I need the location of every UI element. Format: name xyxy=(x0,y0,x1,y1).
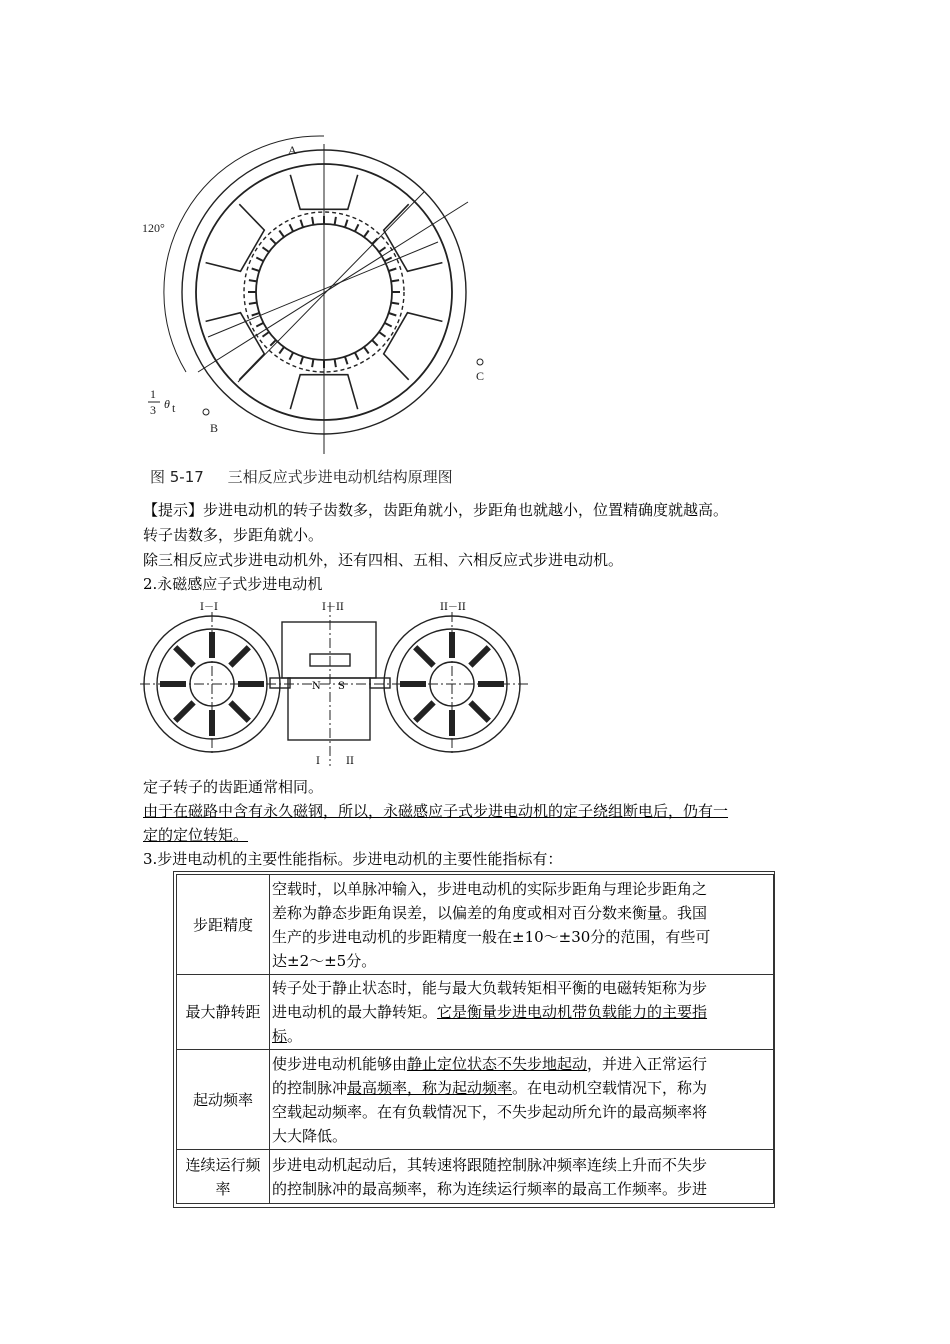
table-row xyxy=(177,975,774,1050)
value-line xyxy=(272,1052,771,1076)
stator-pole xyxy=(415,702,433,720)
value-line: 空载起动频率。在有负载情况下，不失步起动所允许的最高频率将 xyxy=(272,1102,708,1121)
rotor-tooth xyxy=(364,231,369,238)
value-text: 。在电动机空载情况下，称为 xyxy=(512,1078,708,1097)
rotor-tooth xyxy=(312,217,313,225)
row-value xyxy=(270,1050,774,1150)
rotor-tooth xyxy=(270,238,276,244)
value-line: 的控制脉冲的最高频率，称为连续运行频率的最高工作频率。步进 xyxy=(272,1179,708,1198)
value-text: 使步进电动机能够由 xyxy=(272,1054,408,1073)
row-value xyxy=(270,875,774,975)
value-line: 大大降低。 xyxy=(272,1126,348,1145)
value-text-underlined: 标 xyxy=(272,1027,288,1045)
rotor-tooth xyxy=(345,357,348,365)
table-row xyxy=(177,1150,774,1204)
label-a: A xyxy=(288,143,297,157)
rotor-tooth xyxy=(379,332,386,337)
hint-paragraph: 【提示】步进电动机的转子齿数多，齿距角就小，步距角也就越小，位置精确度就越高。 xyxy=(143,501,729,519)
value-line: 生产的步进电动机的步距精度一般在±10～±30分的范围，有些可 xyxy=(272,927,711,946)
rotor-tooth xyxy=(355,224,359,231)
rotor-tooth xyxy=(312,359,313,367)
value-text-underlined: 它是衡量步进电动机带负载能力的主要指 xyxy=(437,1003,708,1021)
stator-pole xyxy=(175,702,193,720)
rotor-tooth xyxy=(249,280,257,281)
rotor-tooth xyxy=(372,238,378,244)
rotor-tooth xyxy=(301,357,304,365)
row-key: 最大静转距 xyxy=(177,975,270,1050)
theta-numerator: 1 xyxy=(150,387,156,401)
row-value xyxy=(270,975,774,1050)
rotor-tooth xyxy=(335,217,336,225)
pole-s-label: S xyxy=(338,681,345,692)
rotor-tooth xyxy=(391,303,399,304)
value-text: ，并进入正常运行 xyxy=(587,1054,708,1073)
section-2-heading: 2.永磁感应子式步进电动机 xyxy=(143,575,323,593)
same-pitch-paragraph: 定子转子的齿距通常相同。 xyxy=(143,778,324,796)
theta-denominator: 3 xyxy=(150,403,156,417)
table-row xyxy=(177,1050,774,1150)
label-angle: 120° xyxy=(142,221,165,235)
value-line xyxy=(272,1024,771,1048)
figure-drawing xyxy=(164,136,468,454)
stator-pole xyxy=(206,313,265,380)
row-key xyxy=(177,1150,270,1204)
rotor-tooth xyxy=(290,353,294,360)
caption-text: 三相反应式步进电动机结构原理图 xyxy=(227,468,453,486)
others-paragraph: 除三相反应式步进电动机外，还有四相、五相、六相反应式步进电动机。 xyxy=(143,551,624,569)
value-text: 的控制脉冲 xyxy=(272,1078,348,1097)
row-value xyxy=(270,1150,774,1204)
section-ii-ii-label: II－II xyxy=(440,602,466,613)
rotor-tooth xyxy=(252,313,260,316)
rotor-tooth xyxy=(270,340,276,346)
rotor-tooth xyxy=(263,247,270,252)
reason-line-2: 定的定位转矩。 xyxy=(143,826,249,844)
stator-pole xyxy=(384,313,443,380)
value-line: 转子处于静止状态时，能与最大负载转矩相平衡的电磁转矩称为步 xyxy=(272,979,708,997)
table-row xyxy=(177,875,774,975)
rotor-tooth xyxy=(385,258,392,262)
value-text: 进电动机的最大静转矩。 xyxy=(272,1003,438,1021)
row-key: 步距精度 xyxy=(177,875,270,975)
rotor-tooth xyxy=(379,247,386,252)
rotor-tooth xyxy=(391,280,399,281)
section-3-heading: 3.步进电动机的主要性能指标。步进电动机的主要性能指标有： xyxy=(143,850,563,868)
value-line: 达±2～±5分。 xyxy=(272,951,377,970)
value-line: 步进电动机起动后，其转速将跟随控制脉冲频率连续上升而不失步 xyxy=(272,1155,708,1174)
value-text: 。 xyxy=(287,1027,303,1045)
rotor-tooth xyxy=(279,231,284,238)
rotor-tooth xyxy=(252,269,260,272)
section-i-ii-label: I－II xyxy=(322,602,344,613)
key-line: 率 xyxy=(215,1179,231,1198)
rotor-tooth xyxy=(249,303,257,304)
rotor-tooth xyxy=(364,347,369,354)
stator-pole xyxy=(470,702,488,720)
stator-pole xyxy=(230,702,248,720)
rotor-tooth xyxy=(263,332,270,337)
rotor-tooth xyxy=(345,220,348,228)
theta-symbol: θ xyxy=(164,397,170,411)
stator-pole xyxy=(470,647,488,665)
caption-number: 图 5-17 xyxy=(150,468,204,486)
section-i-i-label: I－I xyxy=(200,602,218,613)
value-text-underlined: 最高频率，称为起动频率 xyxy=(347,1078,513,1097)
value-line xyxy=(272,1000,771,1024)
rotor-tooth xyxy=(355,353,359,360)
rotor-tooth xyxy=(389,269,397,272)
rotor-tooth xyxy=(385,323,392,327)
rotor-tooth xyxy=(290,224,294,231)
label-b: B xyxy=(210,421,219,435)
rotor-tooth xyxy=(301,220,304,228)
value-line: 空载时，以单脉冲输入，步进电动机的实际步距角与理论步距角之 xyxy=(272,879,708,898)
value-line: 差称为静态步距角误差，以偏差的角度或相对百分数来衡量。我国 xyxy=(272,903,708,922)
rotor-tooth xyxy=(372,340,378,346)
rotor-tooth xyxy=(279,347,284,354)
key-line: 连续运行频 xyxy=(185,1155,261,1174)
stator-pole xyxy=(206,204,265,271)
label-c: C xyxy=(476,369,485,383)
pole-n-label: N xyxy=(312,681,321,692)
hint-paragraph-2: 转子齿数多，步距角就小。 xyxy=(143,526,324,544)
value-line xyxy=(272,1076,771,1100)
rotor-tooth xyxy=(335,359,336,367)
rotor-tooth xyxy=(256,258,263,262)
rotor-tooth xyxy=(389,313,397,316)
value-text-underlined: 静止定位状态不失步地起动 xyxy=(407,1054,588,1073)
stator-pole xyxy=(175,647,193,665)
bottom-i-label: I xyxy=(316,756,320,767)
row-key: 起动频率 xyxy=(177,1050,270,1150)
rotor-tooth xyxy=(256,323,263,327)
performance-table xyxy=(176,874,774,1204)
stator-pole xyxy=(415,647,433,665)
stepper-motor-structure-figure xyxy=(138,122,498,462)
figure-caption xyxy=(150,466,453,487)
bottom-ii-label: II xyxy=(346,756,354,767)
pm-inductor-motor-figure xyxy=(140,598,530,770)
theta-subscript: t xyxy=(172,401,176,415)
reason-line-1: 由于在磁路中含有永久磁钢，所以，永磁感应子式步进电动机的定子绕组断电后，仍有一 xyxy=(143,802,729,820)
stator-pole xyxy=(230,647,248,665)
